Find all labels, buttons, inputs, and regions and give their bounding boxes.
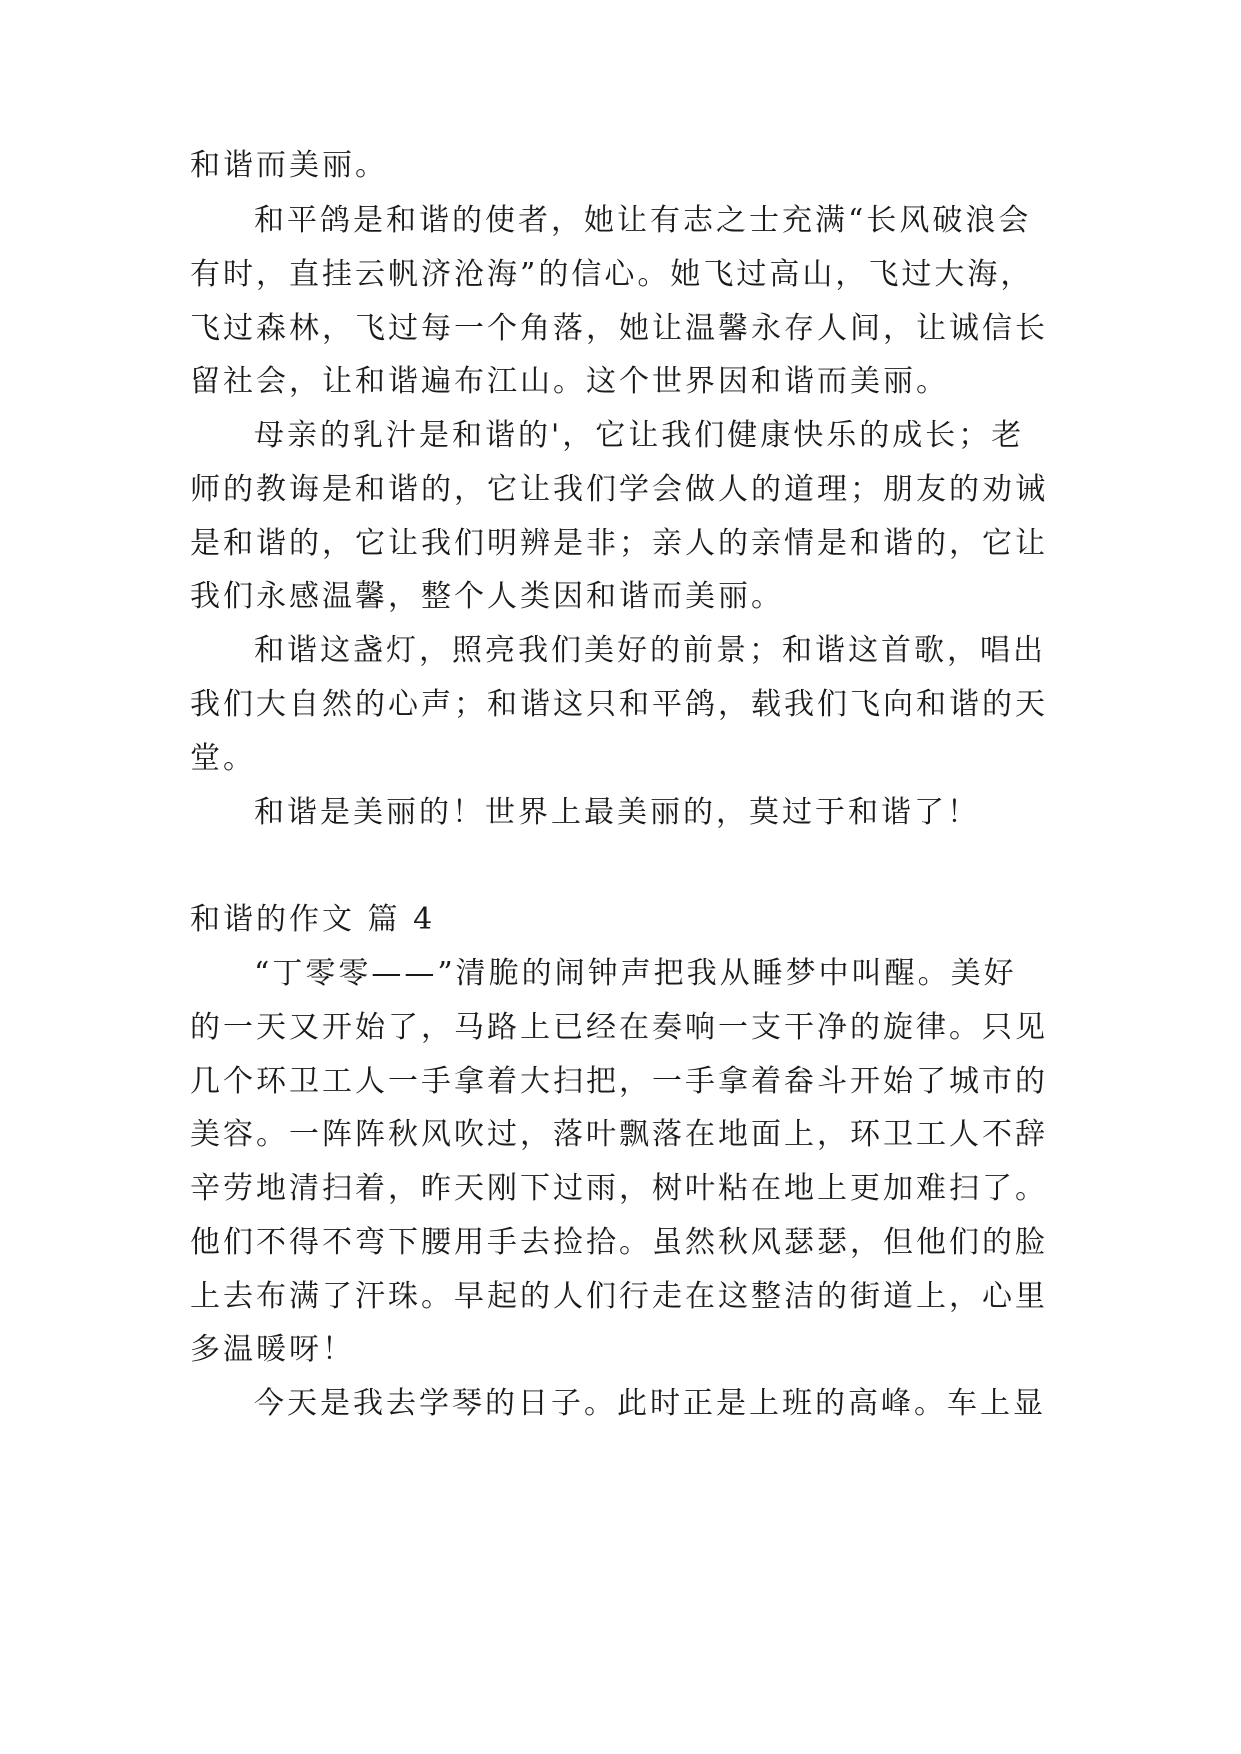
paragraph-line: 辛劳地清扫着，昨天刚下过雨，树叶粘在地上更加难扫了。 [190,1171,1048,1206]
paragraph-line: 美容。一阵阵秋风吹过，落叶飘落在地面上，环卫工人不辞 [190,1117,1048,1152]
paragraph-line: 师的教诲是和谐的，它让我们学会做人的道理；朋友的劝诫 [190,472,1048,507]
paragraph-line: 母亲的乳汁是和谐的'，它让我们健康快乐的成长；老 [254,418,1025,453]
paragraph-line: 堂。 [190,741,256,776]
paragraph-line: 今天是我去学琴的日子。此时正是上班的高峰。车上显 [254,1386,1046,1421]
paragraph-line: 的一天又开始了，马路上已经在奏响一支干净的旋律。只见 [190,1010,1048,1045]
paragraph-line: 和平鸽是和谐的使者，她让有志之士充满“长风破浪会 [254,203,1032,238]
paragraph-line: 上去布满了汗珠。早起的人们行走在这整洁的街道上，心里 [190,1279,1048,1314]
paragraph-line: 几个环卫工人一手拿着大扫把，一手拿着畚斗开始了城市的 [190,1064,1048,1099]
paragraph-line: 留社会，让和谐遍布江山。这个世界因和谐而美丽。 [190,364,949,399]
paragraph-line: 他们不得不弯下腰用手去捡拾。虽然秋风瑟瑟，但他们的脸 [190,1225,1048,1260]
paragraph-line: 我们大自然的心声；和谐这只和平鸽，载我们飞向和谐的天 [190,687,1048,722]
paragraph-line: 和谐而美丽。 [190,148,388,183]
paragraph-line: 多温暖呀！ [190,1332,355,1367]
section-heading: 和谐的作文 篇 4 [190,902,436,937]
paragraph-line: 和谐是美丽的！世界上最美丽的，莫过于和谐了！ [254,795,980,830]
paragraph-line: 有时，直挂云帆济沧海”的信心。她飞过高山，飞过大海， [190,257,1034,292]
paragraph-line: 我们永感温馨，整个人类因和谐而美丽。 [190,579,784,614]
paragraph-line: 和谐这盏灯，照亮我们美好的前景；和谐这首歌，唱出 [254,633,1046,668]
paragraph-line: 是和谐的，它让我们明辨是非；亲人的亲情是和谐的，它让 [190,526,1048,561]
paragraph-line: 飞过森林，飞过每一个角落，她让温馨永存人间，让诚信长 [190,311,1048,346]
paragraph-line: “丁零零——”清脆的闹钟声把我从睡梦中叫醒。美好 [254,956,1017,991]
